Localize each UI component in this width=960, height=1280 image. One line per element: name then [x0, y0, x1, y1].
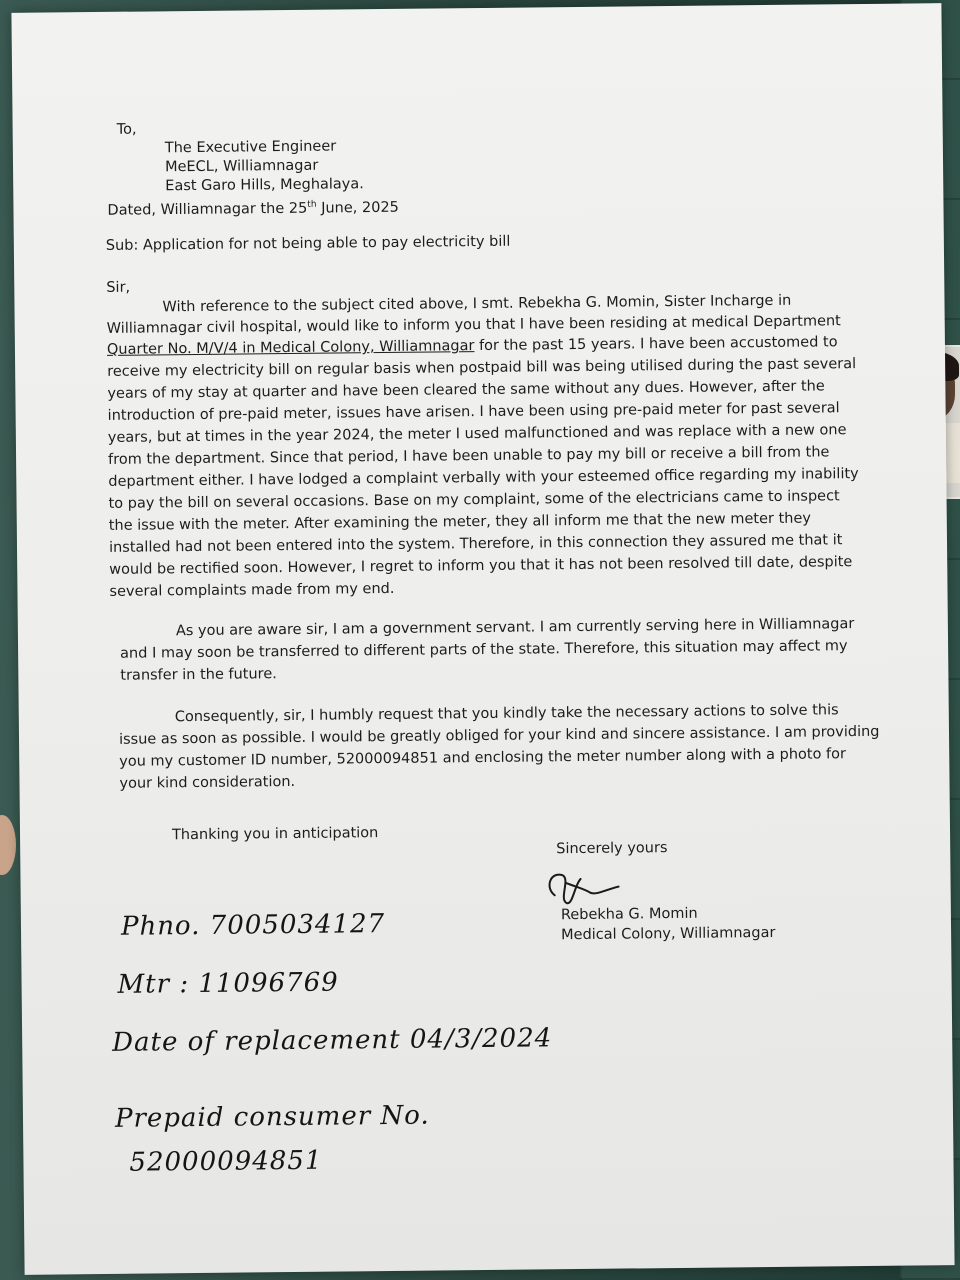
para1-line-9: department either. I have lodged a complaint verbally with your esteemed office regarding my inability	[108, 466, 859, 490]
para2-line-2: and I may soon be transferred to different parts of the state. Therefore, this situation may affect my	[120, 638, 848, 662]
para1-line-5: years of my stay at quarter and have been cleared the same without any dues. However, after the	[107, 378, 825, 402]
handwritten-consumer-number: 52000094851	[129, 1145, 323, 1178]
para3-line-4: your kind consideration.	[119, 773, 296, 792]
signature-icon	[540, 864, 630, 909]
sender-name: Rebekha G. Momin	[560, 905, 698, 924]
closing-thanks: Thanking you in anticipation	[171, 825, 379, 844]
para1-line-12: installed had not been entered into the system. Therefore, in this connection they assured me that it	[108, 532, 843, 556]
para1-line-11: the issue with the meter. After examining the meter, they all inform me that the new meter they	[108, 510, 812, 534]
handwritten-replacement-date: Date of replacement 04/3/2024	[112, 1023, 553, 1058]
para1-line-8: from the department. Since that period, I have been unable to pay my bill or receive a bill from the	[108, 444, 830, 468]
addressee-line-2: MeECL, Williamnagar	[164, 157, 319, 176]
para3-line-3: you my customer ID number, 52000094851 and enclosing the meter number along with a photo for	[119, 746, 847, 770]
para2-line-1: As you are aware sir, I am a government servant. I am currently serving here in Williamnagar	[175, 616, 855, 640]
para2-line-3: transfer in the future.	[120, 666, 277, 684]
quarter-address: Quarter No. M/V/4 in Medical Colony, Williamnagar	[106, 338, 475, 358]
addressee-line-1: The Executive Engineer	[164, 138, 337, 157]
subject-line: Sub: Application for not being able to pay electricity bill	[105, 233, 511, 254]
handwritten-phone: Phno. 7005034127	[120, 909, 386, 942]
letter-sheet	[11, 3, 954, 1275]
para1-line-2: Williamnagar civil hospital, would like to inform you that I have been residing at medical Department	[106, 313, 841, 337]
handwritten-meter: Mtr : 11096769	[117, 967, 339, 1000]
date-prefix: Dated, Williamnagar the 25	[107, 200, 308, 219]
sign-off: Sincerely yours	[556, 840, 668, 858]
date-line	[107, 194, 399, 221]
para1-line-14: several complaints made from my end.	[109, 580, 395, 600]
salutation: Sir,	[106, 279, 131, 296]
para1-line-7: years, but at times in the year 2024, the meter I used malfunctioned and was replace with a new one	[107, 422, 847, 446]
letter-content	[11, 3, 954, 1275]
date-suffix: June, 2025	[316, 199, 399, 217]
para1-line-13: would be rectified soon. However, I regret to inform you that it has not been resolved till date, despite	[109, 554, 853, 578]
para3-line-1: Consequently, sir, I humbly request that you kindly take the necessary actions to solve this	[174, 702, 839, 726]
addressee-line-3: East Garo Hills, Meghalaya.	[165, 176, 364, 195]
para1-line-4: receive my electricity bill on regular basis when postpaid bill was being utilised during the past several	[107, 356, 857, 380]
para1-line-6: introduction of pre-paid meter, issues have arisen. I have been using pre-paid meter for past several	[107, 400, 840, 424]
para3-line-2: issue as soon as possible. I would be greatly obliged for your kind and sincere assistance. I am providing	[118, 723, 880, 748]
handwritten-consumer-label: Prepaid consumer No.	[114, 1100, 430, 1134]
date-sup: th	[307, 199, 317, 210]
sender-address: Medical Colony, Williamnagar	[561, 924, 776, 944]
to-label: To,	[116, 121, 137, 138]
para1-line-1: With reference to the subject cited above, I smt. Rebekha G. Momin, Sister Incharge in	[162, 292, 792, 316]
para1-line-10: to pay the bill on several occasions. Base on my complaint, some of the electricians came to inspect	[108, 488, 840, 512]
para1-line-3-rest: for the past 15 years. I have been accustomed to	[474, 334, 838, 355]
